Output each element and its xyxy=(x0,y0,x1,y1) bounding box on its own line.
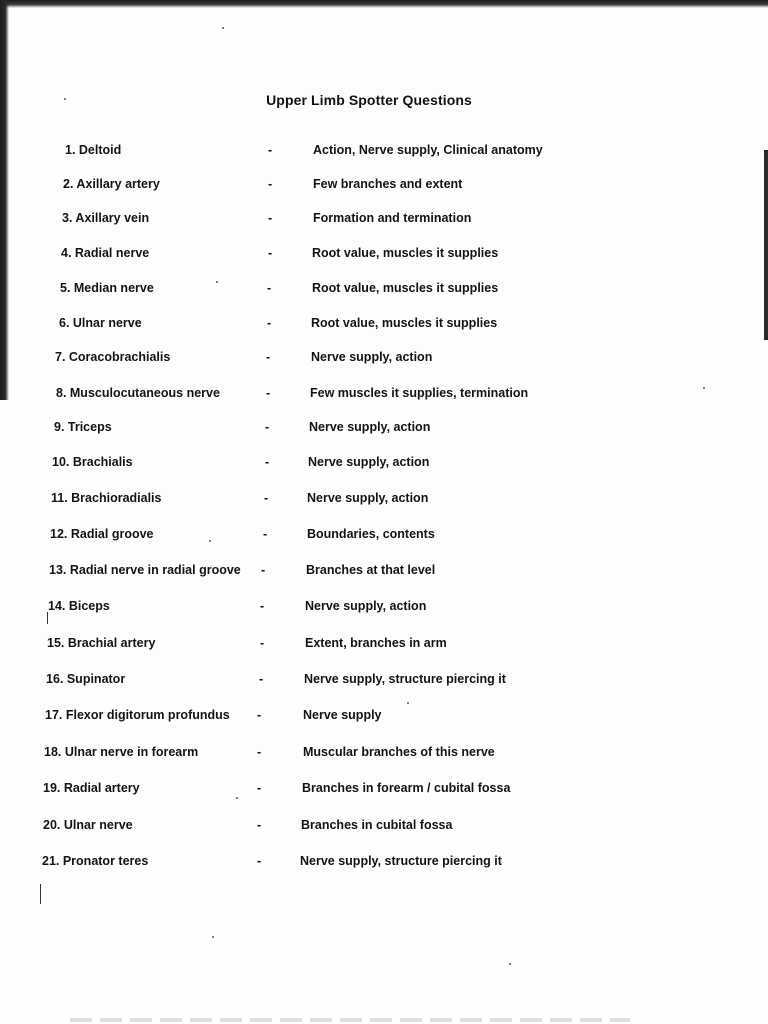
question-row xyxy=(50,525,740,543)
row-question: Extent, branches in arm xyxy=(305,636,447,650)
row-topic: 4. Radial nerve xyxy=(61,246,150,260)
row-topic: 8. Musculocutaneous nerve xyxy=(56,386,220,400)
row-topic: 13. Radial nerve in radial groove xyxy=(49,563,241,577)
row-dash: - xyxy=(265,420,270,434)
question-row xyxy=(52,453,740,471)
row-question: Nerve supply, structure piercing it xyxy=(300,854,502,868)
row-topic: 12. Radial groove xyxy=(50,527,154,541)
row-topic: 3. Axillary vein xyxy=(62,211,150,225)
question-row xyxy=(48,597,740,615)
row-dash: - xyxy=(257,781,262,795)
question-row xyxy=(42,852,740,870)
question-row xyxy=(61,244,740,262)
question-row xyxy=(55,348,740,366)
question-row xyxy=(44,743,740,761)
question-row xyxy=(65,141,740,159)
question-row xyxy=(43,816,740,834)
row-dash: - xyxy=(268,246,273,260)
row-question: Muscular branches of this nerve xyxy=(303,745,495,759)
row-question: Few branches and extent xyxy=(313,177,463,191)
question-row xyxy=(62,209,740,227)
row-topic: 15. Brachial artery xyxy=(47,636,156,650)
row-topic: 10. Brachialis xyxy=(52,455,133,469)
row-topic: 21. Pronator teres xyxy=(42,854,149,868)
row-topic: 5. Median nerve xyxy=(60,281,154,295)
row-question: Nerve supply, action xyxy=(309,420,431,434)
row-dash: - xyxy=(267,281,272,295)
row-topic: 16. Supinator xyxy=(46,672,126,686)
row-topic: 7. Coracobrachialis xyxy=(55,350,171,364)
row-dash: - xyxy=(268,143,273,157)
row-topic: 2. Axillary artery xyxy=(63,177,160,191)
row-question: Branches at that level xyxy=(306,563,436,577)
question-row xyxy=(60,279,740,297)
row-dash: - xyxy=(268,211,273,225)
row-topic: 20. Ulnar nerve xyxy=(43,818,133,832)
row-dash: - xyxy=(261,563,266,577)
row-question: Boundaries, contents xyxy=(307,527,435,541)
row-question: Few muscles it supplies, termination xyxy=(310,386,529,400)
row-dash: - xyxy=(264,491,269,505)
row-dash: - xyxy=(265,455,270,469)
row-dash: - xyxy=(263,527,268,541)
row-topic: 1. Deltoid xyxy=(65,143,122,157)
row-dash: - xyxy=(260,599,265,613)
question-row xyxy=(54,418,740,436)
row-topic: 6. Ulnar nerve xyxy=(59,316,142,330)
question-row xyxy=(47,634,740,652)
row-dash: - xyxy=(259,672,264,686)
row-question: Nerve supply, action xyxy=(305,599,427,613)
row-topic: 18. Ulnar nerve in forearm xyxy=(44,745,199,759)
row-dash: - xyxy=(260,636,265,650)
row-dash: - xyxy=(267,316,272,330)
question-row xyxy=(49,561,740,579)
row-question: Root value, muscles it supplies xyxy=(312,281,499,295)
row-topic: 9. Triceps xyxy=(54,420,112,434)
row-topic: 19. Radial artery xyxy=(43,781,140,795)
row-dash: - xyxy=(266,350,271,364)
row-topic: 14. Biceps xyxy=(48,599,110,613)
row-dash: - xyxy=(266,386,271,400)
question-row xyxy=(51,489,740,507)
page-title: Upper Limb Spotter Questions xyxy=(266,92,472,108)
row-dash: - xyxy=(257,708,262,722)
row-dash: - xyxy=(257,854,262,868)
question-row xyxy=(59,314,740,332)
row-topic: 11. Brachioradialis xyxy=(51,491,162,505)
row-question: Branches in forearm / cubital fossa xyxy=(302,781,511,795)
row-question: Branches in cubital fossa xyxy=(301,818,453,832)
row-dash: - xyxy=(268,177,273,191)
row-question: Root value, muscles it supplies xyxy=(312,246,499,260)
question-row xyxy=(45,706,740,724)
row-question: Nerve supply, structure piercing it xyxy=(304,672,506,686)
row-question: Nerve supply xyxy=(303,708,382,722)
row-question: Formation and termination xyxy=(313,211,472,225)
row-dash: - xyxy=(257,818,262,832)
question-row xyxy=(46,670,740,688)
row-topic: 17. Flexor digitorum profundus xyxy=(45,708,230,722)
row-question: Nerve supply, action xyxy=(307,491,429,505)
row-question: Root value, muscles it supplies xyxy=(311,316,498,330)
question-row xyxy=(63,175,740,193)
question-row xyxy=(43,779,740,797)
question-row xyxy=(56,384,740,402)
row-dash: - xyxy=(257,745,262,759)
row-question: Nerve supply, action xyxy=(311,350,433,364)
row-question: Nerve supply, action xyxy=(308,455,430,469)
row-question: Action, Nerve supply, Clinical anatomy xyxy=(313,143,543,157)
